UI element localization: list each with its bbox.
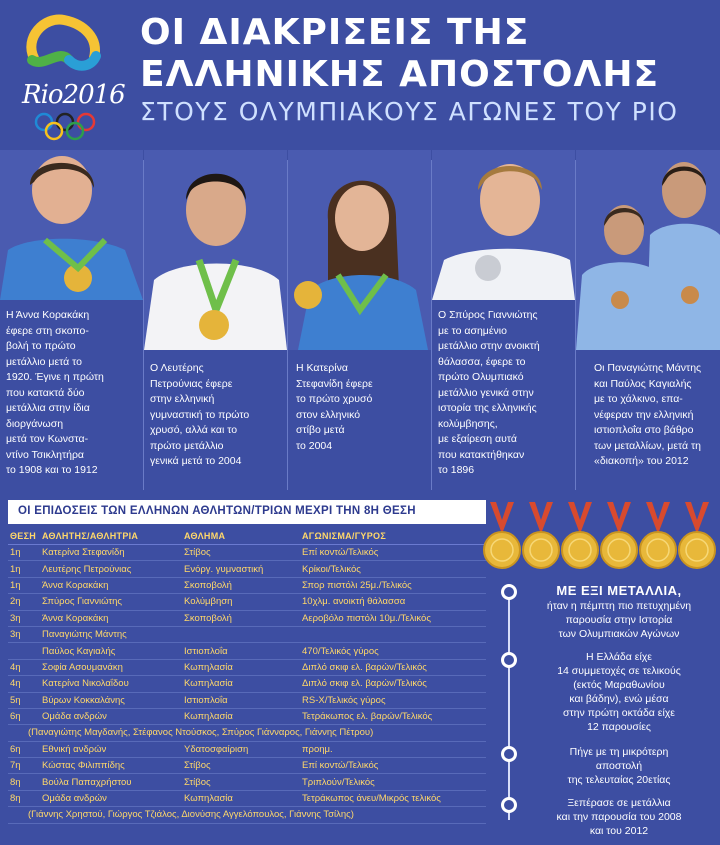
cell-position: 1η — [10, 563, 21, 575]
cell-event: Αεροβόλο πιστόλι 10μ./Τελικός — [302, 612, 431, 624]
cell-event: RS-X/Τελικός γύρος — [302, 694, 386, 706]
cell-event: Επί κοντώ/Τελικός — [302, 760, 379, 772]
cell-sport: Κωπηλασία — [184, 678, 233, 690]
cell-sport: Στίβος — [184, 760, 211, 772]
table-row — [8, 660, 486, 676]
medal-icon — [640, 502, 676, 568]
table-row — [8, 676, 486, 692]
cell-athlete: Άννα Κορακάκη — [42, 612, 109, 624]
results-table-heading: ΟΙ ΕΠΙΔΟΣΕΙΣ ΤΩΝ ΕΛΛΗΝΩΝ ΑΘΛΗΤΩΝ/ΤΡΙΩΝ ΜΕΧΡΙ ΤΗΝ 8Η ΘΕΣΗ — [8, 500, 486, 524]
page-title-line-2: ΕΛΛΗΝΙΚΗΣ ΑΠΟΣΤΟΛΗΣ — [140, 54, 660, 95]
medal-icon — [679, 502, 715, 568]
cell-position: 4η — [10, 678, 21, 690]
medals-graphic — [482, 500, 720, 575]
timeline-dot — [501, 746, 517, 762]
rio-emblem-icon — [14, 8, 114, 78]
medal-icon — [601, 502, 637, 568]
athlete-caption: Οι Παναγιώτης Μάντης και Παύλος Καγιαλής με το χάλκινο, επα- νέφεραν την ελληνική ιστιοπλοΐα στο βάθρο των μεταλλίων, μετά τη «διακοπή» του 2012 — [594, 362, 702, 467]
cell-athlete: Άννα Κορακάκη — [42, 579, 109, 591]
cell-position: 3η — [10, 612, 21, 624]
cell-athlete: Λευτέρης Πετρούνιας — [42, 563, 132, 575]
cell-sport: Σκοποβολή — [184, 579, 232, 591]
timeline-dot — [501, 652, 517, 668]
table-row — [8, 709, 486, 725]
cell-athlete: Ομάδα ανδρών — [42, 793, 107, 805]
column-header-event: ΑΓΩΝΙΣΜΑ/ΓΥΡΟΣ — [302, 530, 387, 541]
athlete-panel-stefanidi — [288, 150, 431, 490]
team-members: (Παναγιώτης Μαγδανής, Στέφανος Ντούσκος, Σπύρος Γιάνναρος, Γιάννης Πέτρου) — [28, 727, 374, 739]
cell-event: 470/Τελικός γύρος — [302, 645, 379, 657]
athlete-panel-petrounias — [144, 150, 287, 490]
athlete-panel-korakaki — [0, 150, 143, 490]
athlete-caption: Ο Σπύρος Γιαννιώτης με το ασημένιο μετάλλιο στην ανοικτή θάλασσα, έφερε το πρώτο Ολυμπιακό μετάλλιο γενικά στην ιστορία της ελληνικής κολύμβησης, με εξαίρεση αυτά που κατακτήθηκαν το 1896 — [438, 309, 540, 476]
cell-position: 8η — [10, 793, 21, 805]
medal-icon — [484, 502, 520, 568]
cell-position: 6η — [10, 711, 21, 723]
cell-position: 2η — [10, 596, 21, 608]
athlete-caption: Η Άννα Κορακάκη έφερε στη σκοπο- βολή το πρώτο μετάλλιο μετά το 1920. Έγινε η πρώτη που κατακτά δύο μετάλλια στην ίδια διοργάνωση μετά τον Κωνστα- ντίνο Τσικλητήρα το 1908 και το 1912 — [6, 309, 104, 476]
cell-sport: Κωπηλασία — [184, 793, 233, 805]
timeline-dot — [501, 584, 517, 600]
fact-2: Η Ελλάδα είχε 14 συμμετοχές σε τελικούς (εκτός Μαραθωνίου και βάδην), ενώ μέσα στην πρώτη οκτάδα είχε 12 παρουσίες — [557, 651, 681, 733]
rio-logo — [14, 8, 125, 138]
table-row — [8, 693, 486, 709]
olympic-rings-icon — [34, 112, 96, 142]
cell-sport: Κωπηλασία — [184, 661, 233, 673]
medal-icon — [562, 502, 598, 568]
medal-icon — [523, 502, 559, 568]
cell-event: Τετράκωπος ελ. βαρών/Τελικός — [302, 711, 433, 723]
cell-sport: Στίβος — [184, 547, 211, 559]
cell-event: Διπλό σκιφ ελ. βαρών/Τελικός — [302, 678, 427, 690]
table-row — [8, 742, 486, 758]
cell-sport: Ιστιοπλοΐα — [184, 645, 228, 657]
cell-athlete: Σοφία Ασουμανάκη — [42, 661, 123, 673]
cell-athlete: Κατερίνα Νικολαΐδου — [42, 678, 129, 690]
fact-3: Πήγε με τη μικρότερη αποστολή της τελευταίας 20ετίας — [567, 746, 671, 786]
table-row — [8, 807, 486, 823]
table-row — [8, 774, 486, 790]
column-header-athlete: ΑΘΛΗΤΗΣ/ΑΘΛΗΤΡΙΑ — [42, 530, 139, 541]
athlete-caption: Η Κατερίνα Στεφανίδη έφερε το πρώτο χρυσό στον ελληνικό στίβο μετά το 2004 — [296, 362, 373, 452]
cell-sport: Κωπηλασία — [184, 711, 233, 723]
cell-event: Τριπλούν/Τελικός — [302, 776, 375, 788]
team-members: (Γιάννης Χρηστού, Γιώργος Τζιάλος, Διονύσης Αγγελόπουλος, Γιάννης Τσίλης) — [28, 809, 354, 821]
cell-position: 8η — [10, 776, 21, 788]
cell-sport: Υδατοσφαίριση — [184, 743, 249, 755]
table-row — [8, 725, 486, 741]
athlete-photo — [288, 150, 431, 350]
results-table — [8, 527, 486, 824]
athlete-photo — [0, 150, 143, 300]
cell-athlete: Παναγιώτης Μάντης — [42, 629, 127, 641]
athlete-panel-mantis-kagialis — [576, 150, 720, 490]
cell-position: 1η — [10, 547, 21, 559]
cell-athlete: Βούλα Παπαχρήστου — [42, 776, 132, 788]
logo-text: Rio2016 — [22, 80, 125, 110]
facts-timeline-line — [508, 590, 510, 820]
athlete-panel-giannniotis — [432, 150, 575, 490]
fact-1: ΜΕ ΕΞΙ ΜΕΤΑΛΛΙΑ, ήταν η πέμπτη πιο πετυχημένη παρουσία στην Ιστορία των Ολυμπιακών Αγώνων — [546, 583, 692, 640]
page-title-line-1: ΟΙ ΔΙΑΚΡΙΣΕΙΣ ΤΗΣ — [140, 12, 530, 53]
cell-event: Επί κοντώ/Τελικός — [302, 547, 379, 559]
cell-athlete: Εθνική ανδρών — [42, 743, 107, 755]
table-row — [8, 545, 486, 561]
cell-position: 1η — [10, 579, 21, 591]
cell-sport: Ενόργ. γυμναστική — [184, 563, 264, 575]
cell-position: 7η — [10, 760, 21, 772]
table-header — [8, 527, 486, 545]
timeline-dot — [501, 797, 517, 813]
cell-event: 10χλμ. ανοικτή θάλασσα — [302, 596, 406, 608]
cell-position: 4η — [10, 661, 21, 673]
table-row — [8, 791, 486, 807]
column-header-position: ΘΕΣΗ — [10, 530, 37, 541]
cell-event: Σπορ πιστόλι 25μ./Τελικός — [302, 579, 412, 591]
table-row — [8, 578, 486, 594]
cell-sport: Κολύμβηση — [184, 596, 233, 608]
column-header-sport: ΑΘΛΗΜΑ — [184, 530, 226, 541]
athlete-photo — [432, 150, 575, 300]
cell-event: προημ. — [302, 743, 333, 755]
table-row — [8, 594, 486, 610]
cell-event: Τετράκωπος άνευ/Μικρός τελικός — [302, 793, 441, 805]
athlete-caption: Ο Λευτέρης Πετρούνιας έφερε στην ελληνική γυμναστική το πρώτο χρυσό, αλλά και το πρώτο μετάλλιο γενικά μετά το 2004 — [150, 362, 250, 467]
cell-sport: Στίβος — [184, 776, 211, 788]
athlete-photo — [576, 150, 720, 350]
athlete-photo — [144, 150, 287, 350]
table-row — [8, 611, 486, 627]
cell-position: 6η — [10, 743, 21, 755]
cell-athlete: Σπύρος Γιαννιώτης — [42, 596, 123, 608]
cell-position: 3η — [10, 629, 21, 641]
cell-event: Κρίκοι/Τελικός — [302, 563, 361, 575]
cell-sport: Σκοποβολή — [184, 612, 232, 624]
table-row — [8, 643, 486, 659]
cell-athlete: Κώστας Φιλιππίδης — [42, 760, 125, 772]
cell-athlete: Κατερίνα Στεφανίδη — [42, 547, 125, 559]
table-body — [8, 545, 486, 824]
cell-sport: Ιστιοπλοΐα — [184, 694, 228, 706]
cell-athlete: Βύρων Κοκκαλάνης — [42, 694, 125, 706]
cell-athlete: Παύλος Καγιαλής — [42, 645, 116, 657]
cell-position: 5η — [10, 694, 21, 706]
page-subtitle: ΣΤΟΥΣ ΟΛΥΜΠΙΑΚΟΥΣ ΑΓΩΝΕΣ ΤΟΥ ΡΙΟ — [140, 97, 679, 126]
table-row — [8, 627, 486, 643]
fact-4: Ξεπέρασε σε μετάλλια και την παρουσία του 2008 και του 2012 — [556, 797, 682, 837]
cell-athlete: Ομάδα ανδρών — [42, 711, 107, 723]
table-row — [8, 758, 486, 774]
table-row — [8, 561, 486, 577]
cell-event: Διπλό σκιφ ελ. βαρών/Τελικός — [302, 661, 427, 673]
